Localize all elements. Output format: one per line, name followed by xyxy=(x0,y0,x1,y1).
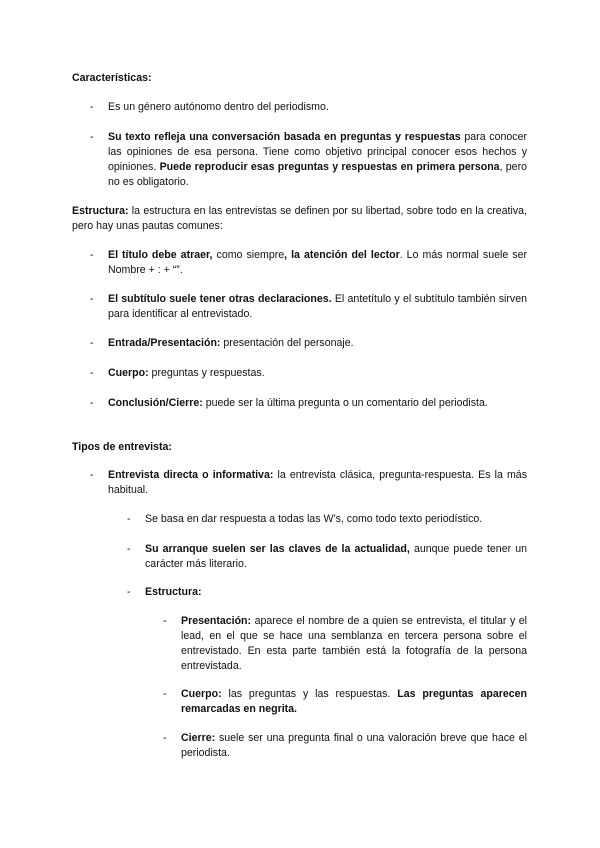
bullet-dash: - xyxy=(90,367,94,379)
heading-caracteristicas: Características: xyxy=(72,72,152,84)
text-run: suele ser una pregunta final o una valoración breve que hace el periodista. xyxy=(181,732,527,759)
bullet-dash: - xyxy=(127,513,131,525)
bold-text: El título debe atraer, xyxy=(108,249,213,261)
bold-text: Presentación: xyxy=(181,615,252,627)
text-run: aparece el nombre de a quien se entrevista, el titular y el lead, en el que se hace una semblanza en tercera persona sobre el entrevistado. En esta parte también está la fotografía de la persona entrevistada. xyxy=(181,615,527,672)
bold-text: Su texto refleja una conversación basada en preguntas y respuestas xyxy=(108,131,461,143)
estructura-intro xyxy=(72,204,527,234)
text-run: Se basa en dar respuesta a todas las W’s, como todo texto periodístico. xyxy=(145,513,483,525)
text-run: presentación del personaje. xyxy=(220,337,354,349)
bold-text: Entrada/Presentación: xyxy=(108,337,221,349)
bullet-dash: - xyxy=(90,337,94,349)
list-item-text xyxy=(181,614,527,674)
bullet-dash: - xyxy=(127,586,131,598)
text-run: El antetítulo y el subtítulo también sirven para identificar al entrevistado. xyxy=(108,293,527,320)
bold-text: Entrevista directa o informativa: xyxy=(108,469,274,481)
list-item-text xyxy=(108,248,527,278)
bullet-dash: - xyxy=(90,131,94,143)
bold-text: Conclusión/Cierre: xyxy=(108,397,203,409)
bold-text: Cuerpo: xyxy=(181,688,222,700)
heading-tipos: Tipos de entrevista: xyxy=(72,441,172,453)
list-item-text xyxy=(145,512,527,527)
list-item-text xyxy=(181,731,527,761)
list-item-text xyxy=(145,542,527,572)
text-run: las preguntas y las respuestas. xyxy=(221,688,398,700)
bullet-dash: - xyxy=(90,101,94,113)
bullet-dash: - xyxy=(90,469,94,481)
list-item-text xyxy=(108,468,527,498)
list-item-text xyxy=(145,585,527,600)
bold-text: El subtítulo suele tener otras declaraciones. xyxy=(108,293,332,305)
bold-text: Estructura: xyxy=(145,586,202,598)
text-run: preguntas y respuestas. xyxy=(148,367,265,379)
text-run: , pero no es obligatorio. xyxy=(108,161,527,188)
bullet-dash: - xyxy=(90,293,94,305)
bold-text: Su arranque suelen ser las claves de la actualidad, xyxy=(145,543,410,555)
bullet-dash: - xyxy=(90,397,94,409)
bullet-dash: - xyxy=(163,732,167,744)
bullet-dash: - xyxy=(127,543,131,555)
text-run: la entrevista clásica, pregunta-respuesta. Es la más habitual. xyxy=(108,469,527,496)
text-run: la estructura en las entrevistas se definen por su libertad, sobre todo en la creativa, pero hay unas pautas comunes: xyxy=(72,205,527,232)
bold-text: Las preguntas aparecen remarcadas en negrita. xyxy=(181,688,527,715)
list-item-text xyxy=(108,336,527,351)
text-run: . Lo más normal suele ser Nombre + : + “”. xyxy=(108,249,527,276)
bold-text: Cuerpo: xyxy=(108,367,149,379)
bullet-dash: - xyxy=(163,688,167,700)
text-run: puede ser la última pregunta o un comentario del periodista. xyxy=(202,397,488,409)
bullet-dash: - xyxy=(163,615,167,627)
bold-text: Cierre: xyxy=(181,732,216,744)
list-item-text xyxy=(108,366,527,381)
list-item-text xyxy=(108,396,527,411)
bold-text: Puede reproducir esas preguntas y respuestas en primera persona xyxy=(159,161,500,173)
list-item-text xyxy=(108,100,527,115)
list-item-text xyxy=(181,687,527,717)
bold-text: , la atención del lector xyxy=(284,249,400,261)
text-run: Es un género autónomo dentro del periodismo. xyxy=(108,101,329,113)
text-run: para conocer las opiniones de esa persona. Tiene como objetivo principal conocer esos hechos y opiniones. xyxy=(108,131,527,173)
text-run: aunque puede tener un carácter más literario. xyxy=(145,543,527,570)
bold-text: Estructura: xyxy=(72,205,129,217)
list-item-text xyxy=(108,292,527,322)
text-run: como siempre xyxy=(212,249,285,261)
bullet-dash: - xyxy=(90,249,94,261)
list-item-text xyxy=(108,130,527,190)
